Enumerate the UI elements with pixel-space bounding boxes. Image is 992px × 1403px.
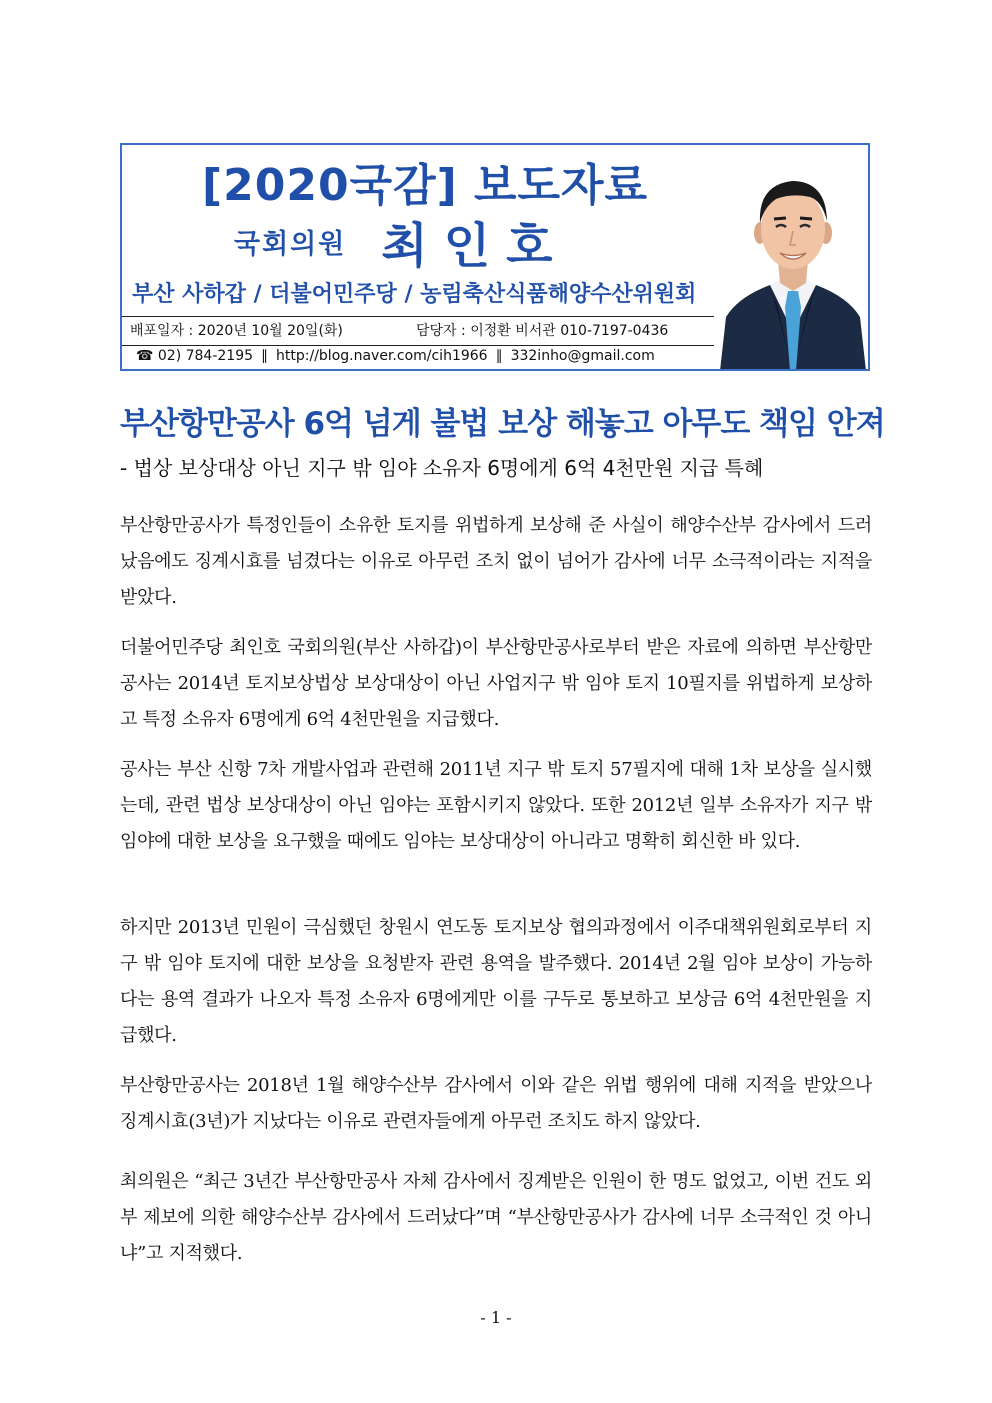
blog-link[interactable]: http://blog.naver.com/cih1966 — [276, 348, 488, 364]
portrait-photo — [718, 157, 868, 371]
body-paragraph: 부산항만공사가 특정인들이 소유한 토지를 위법하게 보상해 준 사실이 해양수산부 감사에서 드러났음에도 징계시효를 넘겼다는 이유로 아무런 조치 없이 넘어가 감사에 너무 소극적이라는 지적을 받았다. — [120, 515, 872, 608]
separator: ∥ — [495, 348, 503, 364]
contact-person: 담당자 : 이정환 비서관 010-7197-0436 — [416, 323, 669, 339]
body-paragraph: 부산항만공사는 2018년 1월 해양수산부 감사에서 이와 같은 위법 행위에 대해 지적을 받았으나 징계시효(3년)가 지났다는 이유로 관련자들에게 아무런 조치도 하지 않았다. — [120, 1075, 872, 1132]
release-meta-row — [122, 316, 714, 346]
lawmaker-name-row — [234, 207, 569, 276]
body-paragraph: 공사는 부산 신항 7차 개발사업과 관련해 2011년 지구 밖 토지 57필지에 대해 1차 보상을 실시했는데, 관련 법상 보상대상이 아닌 임야는 포함시키지 않았다. 또한 2012년 일부 소유자가 지구 밖 임야에 대한 보상을 요구했을 때에도 임야는 보상대상이 아니라고 명확히 회신한 바 있다. — [120, 759, 872, 852]
phone-number: ☎ 02) 784-2195 — [136, 348, 254, 364]
article-subheadline: - 법상 보상대상 아닌 지구 밖 임야 소유자 6명에게 6억 4천만원 지급 특혜 — [120, 456, 764, 480]
press-release-title: [2020국감] 보도자료 — [202, 160, 649, 211]
page-number: - 1 - — [480, 1308, 512, 1327]
body-paragraph: 최의원은 “최근 3년간 부산항만공사 자체 감사에서 징계받은 인원이 한 명도 없었고, 이번 건도 외부 제보에 의한 해양수산부 감사에서 드러났다”며 “부산항만공사가 감사에 너무 소극적인 것 아니냐”고 지적했다. — [120, 1171, 872, 1264]
portrait-icon — [718, 157, 868, 371]
body-paragraph: 하지만 2013년 민원이 극심했던 창원시 연도동 토지보상 협의과정에서 이주대책위원회로부터 지구 밖 임야 토지에 대한 보상을 요청받자 관련 용역을 발주했다. 2014년 2월 임야 보상이 가능하다는 용역 결과가 나오자 특정 소유자 6명에게만 이를 구두로 통보하고 보상금 6억 4천만원을 지급했다. — [120, 917, 872, 1046]
release-date: 배포일자 : 2020년 10월 20일(화) — [130, 323, 343, 339]
separator: ∥ — [261, 348, 269, 364]
press-release-header — [120, 143, 870, 371]
lawmaker-name: 최인호 — [381, 218, 569, 274]
article-headline: 부산항만공사 6억 넘게 불법 보상 해놓고 아무도 책임 안져 — [120, 406, 885, 442]
email-link[interactable]: 332inho@gmail.com — [510, 348, 655, 364]
contact-row — [136, 348, 655, 364]
lawmaker-role: 국회의원 — [234, 229, 347, 260]
lawmaker-affiliation: 부산 사하갑 / 더불어민주당 / 농림축산식품해양수산위원회 — [132, 282, 697, 307]
body-paragraph: 더불어민주당 최인호 국회의원(부산 사하갑)이 부산항만공사로부터 받은 자료에 의하면 부산항만공사는 2014년 토지보상법상 보상대상이 아닌 사업지구 밖 임야 토지 10필지를 위법하게 보상하고 특정 소유자 6명에게 6억 4천만원을 지급했다. — [120, 637, 872, 730]
